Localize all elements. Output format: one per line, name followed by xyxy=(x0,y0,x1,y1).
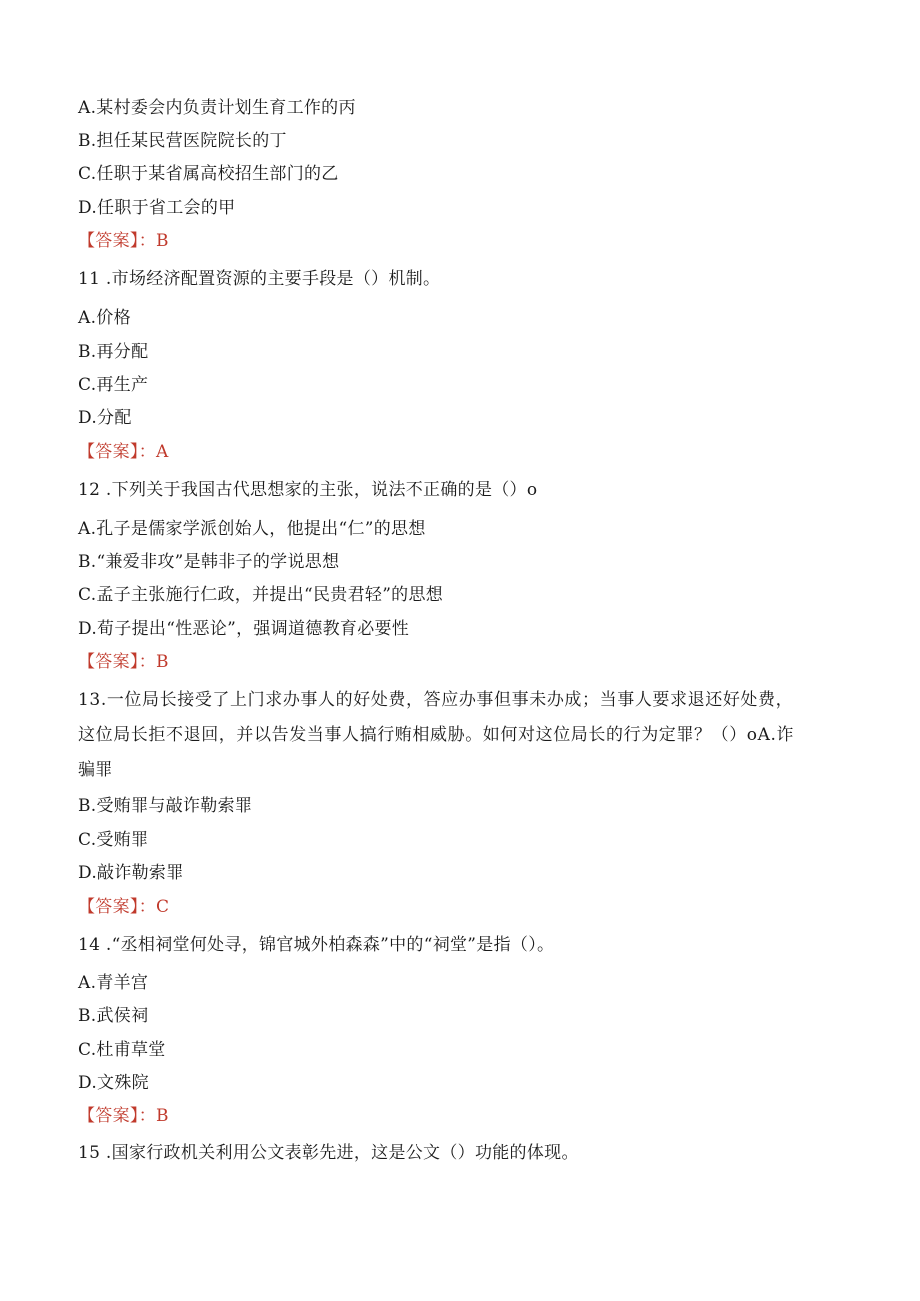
q11-answer xyxy=(78,441,169,463)
q13-stem-line-1: 13.一位局长接受了上门求办事人的好处费，答应办事但事未办成；当事人要求退还好处费， xyxy=(78,690,794,710)
q13-stem-line-3: 骗罪 xyxy=(78,760,113,780)
q10-answer xyxy=(78,230,169,252)
q10-option-b: B.担任某民营医院院长的丁 xyxy=(78,131,287,151)
q13-option-c: C.受贿罪 xyxy=(78,830,149,850)
q14-option-b: B.武侯祠 xyxy=(78,1006,149,1026)
q12-option-a: A.孔子是儒家学派创始人，他提出“仁”的思想 xyxy=(78,519,426,539)
q14-option-a: A.青羊宫 xyxy=(78,973,149,993)
q12-option-b: B.“兼爱非攻”是韩非子的学说思想 xyxy=(78,552,340,572)
q11-option-c: C.再生产 xyxy=(78,375,149,395)
q12-option-d: D.荀子提出“性恶论”，强调道德教育必要性 xyxy=(78,619,410,639)
answer-value: B xyxy=(156,1106,169,1126)
q11-option-a: A.价格 xyxy=(78,308,131,328)
answer-value: B xyxy=(156,231,169,251)
q10-option-d: D.任职于省工会的甲 xyxy=(78,198,236,218)
q13-stem-line-2: 这位局长拒不退回，并以告发当事人搞行贿相威胁。如何对这位局长的行为定罪？（）oA.诈 xyxy=(78,725,795,745)
q11-stem: 11 .市场经济配置资源的主要手段是（）机制。 xyxy=(78,269,441,289)
q14-stem: 14 .“丞相祠堂何处寻，锦官城外柏森森”中的“祠堂”是指（）。 xyxy=(78,935,555,955)
q12-stem: 12 .下列关于我国古代思想家的主张，说法不正确的是（）o xyxy=(78,480,538,500)
answer-label: 【答案】： xyxy=(78,442,156,462)
answer-value: C xyxy=(156,897,170,917)
answer-label: 【答案】： xyxy=(78,1106,156,1126)
answer-value: A xyxy=(156,442,169,462)
q14-answer xyxy=(78,1105,169,1127)
q13-option-d: D.敲诈勒索罪 xyxy=(78,863,184,883)
q12-option-c: C.孟子主张施行仁政，并提出“民贵君轻”的思想 xyxy=(78,585,444,605)
q12-answer xyxy=(78,651,169,673)
q13-option-b: B.受贿罪与敲诈勒索罪 xyxy=(78,796,253,816)
answer-label: 【答案】： xyxy=(78,652,156,672)
q11-option-d: D.分配 xyxy=(78,408,132,428)
answer-label: 【答案】： xyxy=(78,897,156,917)
q10-option-c: C.任职于某省属高校招生部门的乙 xyxy=(78,164,339,184)
q13-answer xyxy=(78,896,169,918)
q15-stem: 15 .国家行政机关利用公文表彰先进，这是公文（）功能的体现。 xyxy=(78,1143,579,1163)
answer-value: B xyxy=(156,652,169,672)
answer-label: 【答案】： xyxy=(78,231,156,251)
q11-option-b: B.再分配 xyxy=(78,342,149,362)
q14-option-c: C.杜甫草堂 xyxy=(78,1040,166,1060)
q10-option-a: A.某村委会内负责计划生育工作的丙 xyxy=(78,98,356,118)
q14-option-d: D.文殊院 xyxy=(78,1073,149,1093)
